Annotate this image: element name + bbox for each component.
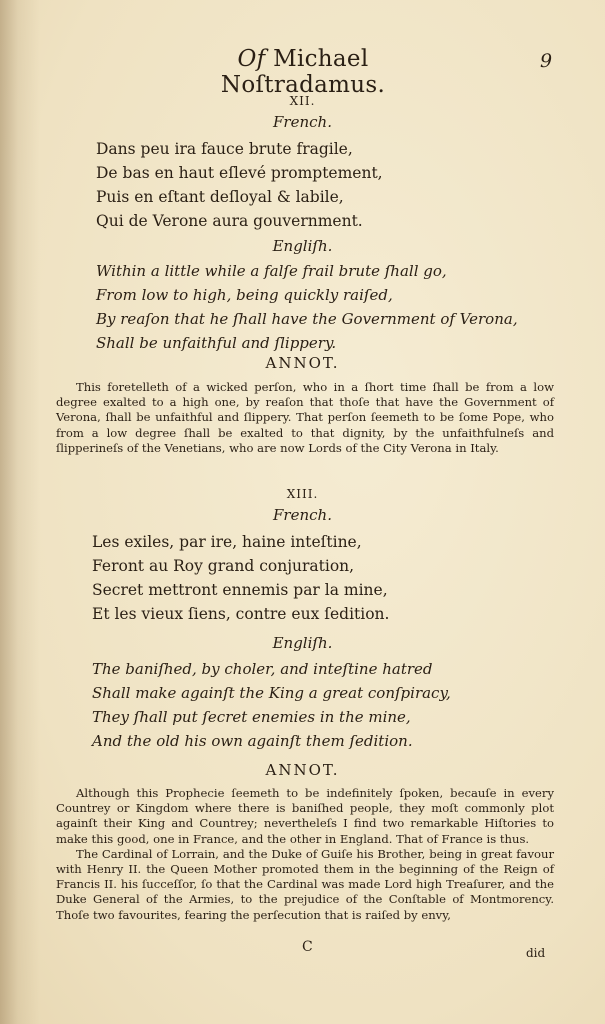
verse-line: The baniſhed, by choler, and inteſtine hatred	[92, 660, 433, 678]
running-title	[168, 46, 438, 98]
annotation-text	[56, 380, 554, 456]
annotation-text	[56, 786, 554, 923]
english-heading: Engliſh.	[272, 237, 333, 255]
english-heading: Engliſh.	[272, 634, 333, 652]
verse-line: Qui de Verone aura gouvernment.	[96, 212, 363, 230]
running-title-prefix: Of	[237, 46, 266, 72]
verse-line: Feront au Roy grand conjuration,	[92, 557, 355, 575]
page-number: 9	[540, 50, 553, 72]
verse-line: From low to high, being quickly raiſed,	[96, 286, 393, 304]
verse-line: Within a little while a falſe frail brute ſhall go,	[96, 262, 447, 280]
verse-line: Secret mettront ennemis par la mine,	[92, 581, 388, 599]
verse-line: And the old his own againſt them ſedition.	[92, 732, 413, 750]
english-quatrain	[96, 259, 556, 355]
verse-line: Shall be unfaithful and ſlippery.	[96, 334, 337, 352]
verse-line: Et les vieux ſiens, contre eux ſedition.	[92, 605, 390, 623]
section-number: XIII.	[286, 487, 319, 501]
signature-mark: C	[302, 939, 313, 955]
annot-heading: ANNOT.	[265, 354, 340, 372]
section-number: XII.	[289, 94, 316, 108]
annot-heading: ANNOT.	[265, 761, 340, 779]
english-quatrain	[92, 657, 552, 753]
annotation-paragraph: The Cardinal of Lorrain, and the Duke of Guiſe his Brother, being in great favour with Henry II. the Queen Mother promoted them in the beginning of the Reign of Francis II. his ſucceſſor, ſo that the Cardinal was made Lord high Treaſurer, and the Duke General of the Armies, to the prejudice of the Conſtable of Montmorency. Thoſe two favourites, fearing the perſecution that is raiſed by envy,	[56, 846, 554, 922]
verse-line: By reaſon that he ſhall have the Government of Verona,	[96, 310, 518, 328]
verse-line: De bas en haut eſlevé promptement,	[96, 164, 383, 182]
verse-line: Les exiles, par ire, haine inteſtine,	[92, 533, 362, 551]
annotation-paragraph: This foretelleth of a wicked perſon, who in a ſhort time ſhall be from a low degree exalted to a high one, by reaſon that thoſe that have the Government of Verona, ſhall be unfaithful and ſlippery. That perſon ſeemeth to be ſome Pope, who from a low degree ſhall be exalted to that dignity, by the unfaithfulneſs and ſlipperineſs of the Venetians, who are now Lords of the City Verona in Italy.	[56, 380, 554, 455]
verse-line: Shall make againſt the King a great conſpiracy,	[92, 684, 451, 702]
french-heading: French.	[273, 506, 332, 524]
verse-line: Dans peu ira fauce brute fragile,	[96, 140, 353, 158]
annotation-paragraph: Although this Prophecie ſeemeth to be indefinitely ſpoken, becauſe in every Countrey or Kingdom where there is baniſhed people, they moſt commonly plot againſt their King and Countrey; nevertheleſs I find two remarkable Hiſtories to make this good, one in France, and the other in England. That of France is thus.	[56, 786, 554, 846]
verse-line: Puis en eſtant deſloyal & labile,	[96, 188, 344, 206]
page-header	[0, 44, 605, 98]
running-title-text: Michael Noſtradamus.	[220, 46, 386, 98]
verse-line: They ſhall put ſecret enemies in the mine,	[92, 708, 411, 726]
french-quatrain	[92, 530, 552, 626]
catchword: did	[526, 946, 546, 960]
french-quatrain	[96, 137, 556, 233]
french-heading: French.	[273, 113, 332, 131]
